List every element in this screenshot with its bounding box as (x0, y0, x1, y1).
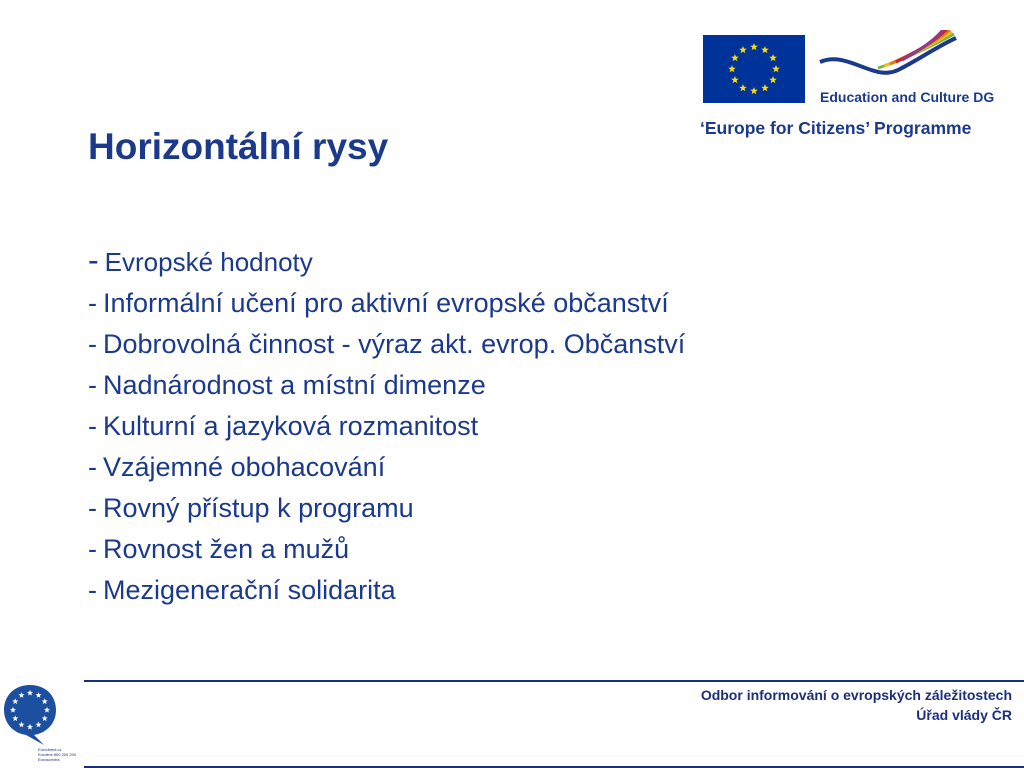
footer-department: Odbor informování o evropských záležitostech (700, 687, 1012, 703)
europe-direct-line: Euroline 800 200 200 (38, 752, 77, 757)
bullet-marker: - (88, 329, 97, 359)
bullet-text: Vzájemné obohacování (103, 452, 386, 482)
bullet-marker: - (88, 370, 97, 400)
bullet-list (88, 240, 685, 611)
eu-flag-logo (703, 35, 805, 103)
bullet-marker: - (88, 575, 97, 605)
footer-text (701, 685, 1012, 725)
bullet-marker: - (88, 452, 97, 482)
bullet-marker: - (88, 242, 99, 278)
bullet-item (88, 365, 685, 406)
europe-direct-line: Euroscentra (38, 757, 60, 762)
bullet-item (88, 488, 685, 529)
bullet-text: Informální učení pro aktivní evropské občanství (103, 288, 669, 318)
bullet-item (88, 324, 685, 365)
education-culture-swoosh-logo (818, 30, 958, 86)
bullet-text: Nadnárodnost a místní dimenze (103, 370, 486, 400)
bullet-item (88, 529, 685, 570)
bullet-item (88, 570, 685, 611)
bullet-item (88, 283, 685, 324)
europe-direct-caption (38, 747, 76, 762)
bullet-text: Evropské hodnoty (104, 247, 313, 277)
bullet-item (88, 406, 685, 447)
bullet-text: Mezigenerační solidarita (103, 575, 396, 605)
bullet-marker: - (88, 411, 97, 441)
programme-label: ‘Europe for Citizens’ Programme (700, 118, 972, 138)
bullet-marker: - (88, 288, 97, 318)
bullet-marker: - (88, 493, 97, 523)
slide-title: Horizontální rysy (88, 126, 389, 167)
bullet-text: Dobrovolná činnost - výraz akt. evrop. Občanství (103, 329, 686, 359)
dg-label: Education and Culture DG (820, 89, 995, 105)
bullet-text: Kulturní a jazyková rozmanitost (103, 411, 479, 441)
bullet-marker: - (88, 534, 97, 564)
bullet-text: Rovný přístup k programu (103, 493, 414, 523)
footer-office: Úřad vlády ČR (916, 707, 1012, 723)
bullet-item (88, 240, 685, 283)
bullet-text: Rovnost žen a mužů (103, 534, 350, 564)
bullet-item (88, 447, 685, 488)
europe-direct-logo (2, 683, 58, 745)
footer-divider (84, 680, 1024, 682)
europe-direct-line: Eurodirect.cz (38, 747, 62, 752)
